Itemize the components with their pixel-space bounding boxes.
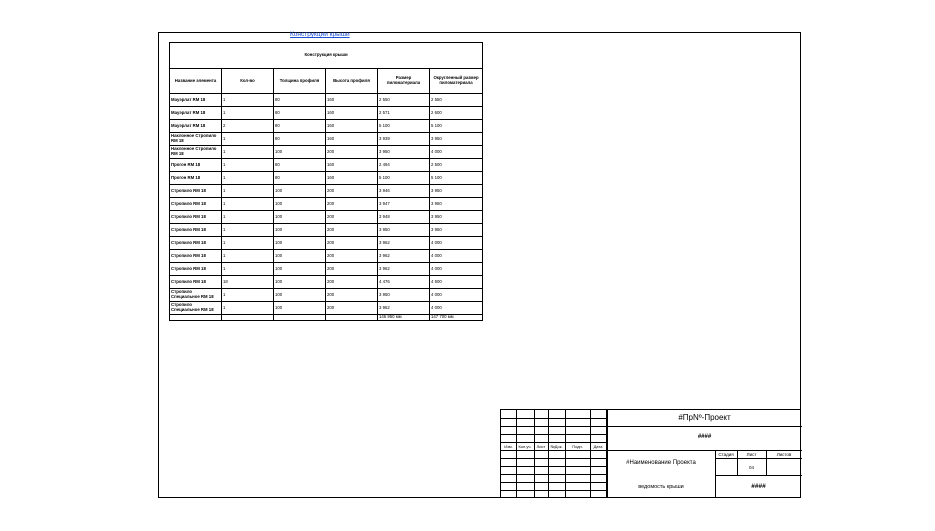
table-cell: 80 (274, 159, 326, 172)
table-cell: 160 (326, 159, 378, 172)
table-cell: 80 (274, 94, 326, 107)
table-cell: 80 (274, 172, 326, 185)
table-cell: 160 (326, 107, 378, 120)
col-rounded: Округленный размер пиломатериала (430, 69, 483, 94)
table-cell: 100 (274, 185, 326, 198)
table-cell: Стропило RM 18 (170, 224, 222, 237)
table-row (170, 250, 483, 263)
table-cell: 3 950 (378, 146, 430, 159)
table-cell: 3 962 (378, 263, 430, 276)
table-cell: 1 (222, 198, 274, 211)
table-cell: Прогон RM 18 (170, 159, 222, 172)
table-cell: 100 (274, 224, 326, 237)
table-cell: 1 (222, 224, 274, 237)
table-cell: 1 (222, 263, 274, 276)
table-cell: 3 948 (378, 211, 430, 224)
table-row (170, 94, 483, 107)
table-cell: 1 (222, 172, 274, 185)
project-name: #Наименование Проекта (626, 460, 696, 466)
table-cell: 5 100 (378, 120, 430, 133)
table-cell: 3 947 (378, 198, 430, 211)
table-cell: 200 (326, 146, 378, 159)
total-cell (170, 315, 222, 321)
document-hash: #### (751, 483, 766, 490)
table-cell: 4 000 (430, 302, 483, 315)
table-cell: 80 (274, 120, 326, 133)
table-cell: 100 (274, 198, 326, 211)
total-cell: 146 950 мм (378, 315, 430, 321)
sheets-label: Листов (776, 452, 792, 457)
table-cell: 1 (222, 107, 274, 120)
table-cell: 200 (326, 185, 378, 198)
table-cell: 3 950 (430, 198, 483, 211)
table-row (170, 302, 483, 315)
table-cell: 100 (274, 237, 326, 250)
table-cell: 2 600 (430, 107, 483, 120)
col-size: Размер пиломатериала (378, 69, 430, 94)
table-cell: 1 (222, 302, 274, 315)
table-cell: 2 571 (378, 107, 430, 120)
table-cell: 3 950 (430, 133, 483, 146)
table-row (170, 289, 483, 302)
table-cell: Стропило Специальное RM 18 (170, 289, 222, 302)
table-cell: 200 (326, 263, 378, 276)
sheet-link[interactable]: Конструкции крыши (290, 31, 350, 38)
col-height: Высота профиля (326, 69, 378, 94)
table-cell: 200 (326, 276, 378, 289)
table-row (170, 263, 483, 276)
table-cell: 2 550 (430, 94, 483, 107)
table-cell: 3 946 (378, 185, 430, 198)
table-cell: Стропило RM 18 (170, 198, 222, 211)
sheet-label: Лист (746, 452, 757, 457)
table-cell: 1 (222, 250, 274, 263)
col-thickness: Толщина профиля (274, 69, 326, 94)
table-row (170, 224, 483, 237)
stamp-col-ndok: №Док. (550, 444, 563, 449)
total-cell (274, 315, 326, 321)
header-row (170, 69, 483, 94)
table-cell: 4 000 (430, 146, 483, 159)
roof-spec-table (169, 42, 483, 321)
table-cell: 2 (222, 120, 274, 133)
table-cell: 100 (274, 289, 326, 302)
table-cell: Наклонное Стропило RM 18 (170, 146, 222, 159)
stage-label: Стадия (718, 452, 734, 457)
project-hash: #### (697, 434, 712, 440)
table-cell: 3 950 (430, 185, 483, 198)
table-cell: 3 950 (430, 211, 483, 224)
table-cell: Стропило RM 18 (170, 250, 222, 263)
table-cell: 1 (222, 237, 274, 250)
table-cell: 100 (274, 302, 326, 315)
table-cell: Мауэрлат RM 18 (170, 94, 222, 107)
project-code: #ПрNº-Проект (678, 413, 731, 422)
table-cell: 2 550 (378, 94, 430, 107)
total-cell (222, 315, 274, 321)
table-cell: 160 (326, 120, 378, 133)
table-cell: Прогон RM 18 (170, 172, 222, 185)
table-row (170, 120, 483, 133)
table-cell: 18 (222, 276, 274, 289)
table-title: Конструкция крыши (170, 43, 483, 69)
stamp-col-koluch: Кол.уч. (518, 444, 532, 449)
table-cell: 4 000 (430, 289, 483, 302)
title-block (500, 409, 801, 498)
table-cell: 1 (222, 185, 274, 198)
table-cell: 4 500 (430, 276, 483, 289)
table-cell: 200 (326, 302, 378, 315)
table-cell: 3 950 (378, 224, 430, 237)
table-row (170, 146, 483, 159)
table-cell: Мауэрлат RM 18 (170, 107, 222, 120)
table-cell: 4 476 (378, 276, 430, 289)
table-cell: 100 (274, 263, 326, 276)
table-cell: 3 962 (378, 250, 430, 263)
table-row (170, 276, 483, 289)
table-cell: 1 (222, 289, 274, 302)
table-cell: 100 (274, 250, 326, 263)
table-cell: Стропило RM 18 (170, 276, 222, 289)
table-cell: 200 (326, 289, 378, 302)
total-cell: 147 700 мм (430, 315, 483, 321)
table-cell: 3 950 (378, 289, 430, 302)
table-cell: 80 (274, 107, 326, 120)
table-row (170, 198, 483, 211)
table-cell: Стропило RM 18 (170, 211, 222, 224)
table-cell: 1 (222, 146, 274, 159)
table-cell: 4 000 (430, 237, 483, 250)
table-cell: 1 (222, 133, 274, 146)
table-row (170, 159, 483, 172)
table-cell: Наклонное Стропило RM 18 (170, 133, 222, 146)
table-row (170, 172, 483, 185)
table-cell: 160 (326, 133, 378, 146)
stamp-col-izm: Изм. (504, 444, 513, 449)
table-cell: 1 (222, 159, 274, 172)
table-cell: 4 000 (430, 250, 483, 263)
table-cell: 160 (326, 94, 378, 107)
table-cell: 200 (326, 237, 378, 250)
table-cell: 2 500 (430, 159, 483, 172)
table-cell: Стропило Специальное RM 18 (170, 302, 222, 315)
col-qty: Кол-во (222, 69, 274, 94)
table-cell: Стропило RM 18 (170, 185, 222, 198)
table-cell: 1 (222, 211, 274, 224)
table-cell: 100 (274, 146, 326, 159)
table-cell: 160 (326, 172, 378, 185)
table-cell: Стропило RM 18 (170, 263, 222, 276)
table-cell: 200 (326, 198, 378, 211)
table-cell: 3 939 (378, 133, 430, 146)
col-name: Название элемента (170, 69, 222, 94)
table-cell: 3 962 (378, 237, 430, 250)
table-cell: 100 (274, 211, 326, 224)
table-row (170, 107, 483, 120)
table-cell: Стропило RM 18 (170, 237, 222, 250)
table-cell: 200 (326, 211, 378, 224)
table-cell: 5 100 (430, 172, 483, 185)
table-cell: 4 000 (430, 263, 483, 276)
table-cell: 100 (274, 276, 326, 289)
document-title: ведомость крыши (638, 484, 684, 490)
table-cell: 5 100 (378, 172, 430, 185)
table-row (170, 211, 483, 224)
table-cell: 3 962 (378, 302, 430, 315)
totals-row (170, 315, 483, 321)
table-cell: 80 (274, 133, 326, 146)
table-cell: 1 (222, 94, 274, 107)
table-row (170, 133, 483, 146)
stamp-col-data: Дата (593, 444, 603, 449)
table-row (170, 185, 483, 198)
table-cell: 2 494 (378, 159, 430, 172)
table-cell: 200 (326, 224, 378, 237)
table-cell: 3 950 (430, 224, 483, 237)
table-cell: Мауэрлат RM 18 (170, 120, 222, 133)
sheet-value: 04 (748, 465, 754, 470)
table-cell: 5 100 (430, 120, 483, 133)
table-body (170, 94, 483, 321)
table-row (170, 237, 483, 250)
total-cell (326, 315, 378, 321)
table-cell: 200 (326, 250, 378, 263)
stamp-col-list: Лист (536, 444, 546, 449)
stamp-col-podp: Подп. (572, 444, 583, 449)
